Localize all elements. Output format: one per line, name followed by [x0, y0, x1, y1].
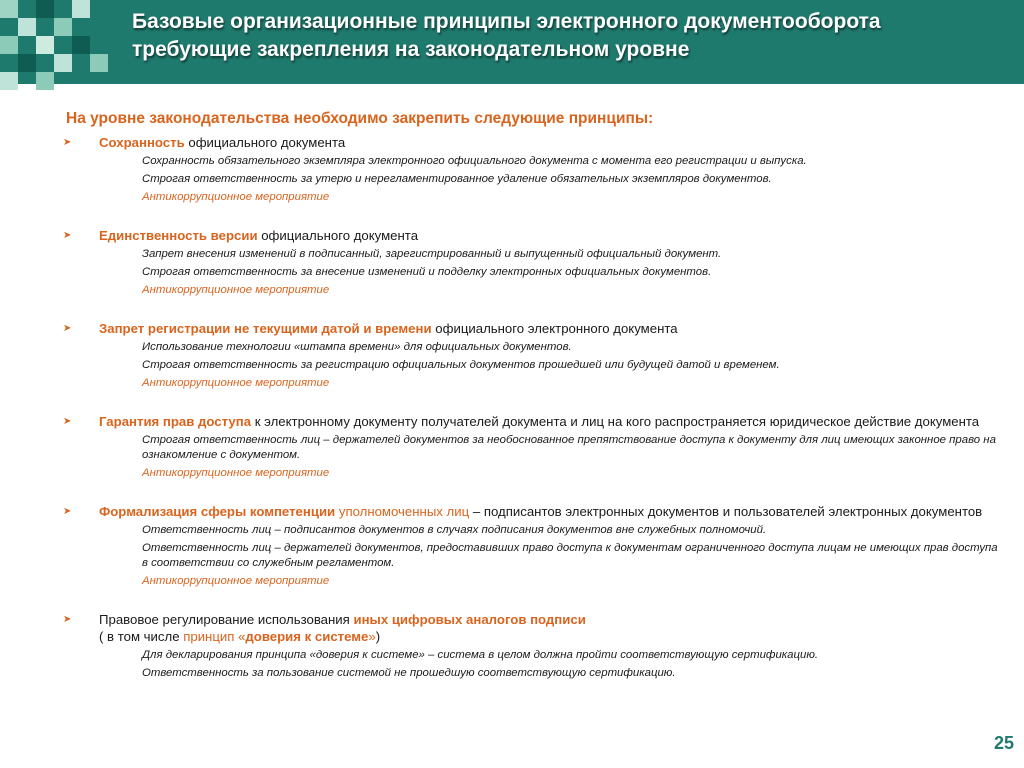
- paren-open: ( в том числе: [99, 629, 180, 644]
- anticorruption-note: Антикоррупционное мероприятие: [142, 191, 330, 203]
- principle-highlight: Запрет регистрации не текущими датой и времени: [99, 321, 432, 336]
- principle-detail: Строгая ответственность лиц – держателей документов за необоснованное препятствование доступа к документу для лиц имеющих законное право на ознакомление с документом.: [142, 434, 996, 461]
- anticorruption-note: Антикоррупционное мероприятие: [142, 575, 330, 587]
- slide-content: [63, 110, 1006, 681]
- mosaic-square: [36, 0, 54, 18]
- principle-highlight: Формализация сферы компетенции: [99, 504, 336, 519]
- principle-rest: официального документа: [188, 135, 346, 150]
- principle-detail: Использование технологии «штампа времени» для официальных документов.: [142, 341, 572, 353]
- anticorruption-note: Антикоррупционное мероприятие: [142, 284, 330, 296]
- principle-highlight: Сохранность: [99, 135, 185, 150]
- principle-detail: Ответственность лиц – подписантов документов в случаях подписания документов вне служебных полномочий.: [142, 524, 767, 536]
- page-number: 25: [993, 733, 1014, 753]
- mosaic-square: [18, 18, 36, 36]
- principle-text: [99, 227, 1006, 244]
- principle-rest: официального документа: [261, 228, 419, 243]
- mosaic-square: [0, 0, 18, 18]
- closing-quote: »: [368, 629, 376, 644]
- principle-detail: Запрет внесения изменений в подписанный, зарегистрированный и выпущенный официальный документ.: [142, 248, 722, 260]
- slide-title-line-2: требующие закрепления на законодательном уровне: [132, 38, 690, 61]
- principle-text: [99, 611, 1006, 628]
- arrow-bullet-icon: ➤: [63, 323, 72, 334]
- mosaic-square: [36, 72, 54, 90]
- principle-item: [63, 611, 1006, 681]
- principle-detail: Для декларирования принципа «доверия к системе» – система в целом должна пройти соответствующую сертификацию.: [142, 649, 819, 661]
- mosaic-square: [72, 36, 90, 54]
- paren-close: ): [375, 629, 381, 644]
- slide-header: [0, 0, 1024, 84]
- arrow-bullet-icon: ➤: [63, 416, 72, 427]
- principle-rest: – подписантов электронных документов и пользователей электронных документов: [472, 504, 983, 519]
- mosaic-square: [0, 36, 18, 54]
- principle-prefix: Правовое регулирование использования: [99, 612, 350, 627]
- anticorruption-note: Антикоррупционное мероприятие: [142, 467, 330, 479]
- mosaic-square: [18, 54, 36, 72]
- principle-detail: Ответственность за пользование системой не прошедшую соответствующую сертификацию.: [142, 667, 676, 679]
- lead-heading: На уровне законодательства необходимо закрепить следующие принципы:: [66, 110, 654, 127]
- principle-rest: к электронному документу получателей документа и лиц на кого распространяется юридическое действие документа: [254, 414, 980, 429]
- principle-item: [63, 320, 1006, 391]
- principle-text: [99, 134, 1006, 151]
- mosaic-square: [0, 72, 18, 90]
- principle-orange-text: уполномоченных лиц: [338, 504, 470, 519]
- arrow-bullet-icon: ➤: [63, 506, 72, 517]
- mosaic-square: [54, 18, 72, 36]
- slide-title: [132, 8, 1012, 64]
- principle-highlight: Единственность версии: [99, 228, 258, 243]
- anticorruption-note: Антикоррупционное мероприятие: [142, 377, 330, 389]
- principle-item: [63, 503, 1006, 589]
- principle-orange-text: принцип «: [183, 629, 246, 644]
- principle-text: [99, 320, 1006, 337]
- principle-detail: Строгая ответственность за утерю и нерегламентированное удаление обязательных экземпляров документов.: [142, 173, 772, 185]
- principle-text: [99, 413, 1006, 430]
- mosaic-square: [72, 0, 90, 18]
- principle-detail: Строгая ответственность за регистрацию официальных документов прошедшей или будущей датой и временем.: [142, 359, 780, 371]
- arrow-bullet-icon: ➤: [63, 230, 72, 241]
- principle-item: [63, 413, 1006, 481]
- principle-highlight: иных цифровых аналогов подписи: [353, 612, 586, 627]
- principle-detail: Сохранность обязательного экземпляра электронного официального документа с момента его регистрации и выпуска.: [142, 155, 807, 167]
- mosaic-square: [54, 54, 72, 72]
- principle-highlight-2: доверия к системе: [245, 629, 369, 644]
- principle-text-line-2: [99, 628, 1006, 645]
- principle-text: [99, 503, 1006, 520]
- arrow-bullet-icon: ➤: [63, 137, 72, 148]
- mosaic-square: [36, 36, 54, 54]
- principle-highlight: Гарантия прав доступа: [99, 414, 252, 429]
- principle-item: [63, 227, 1006, 298]
- slide-title-line-1: Базовые организационные принципы электронного документооборота: [132, 10, 881, 33]
- principle-item: [63, 134, 1006, 205]
- mosaic-square: [90, 54, 108, 72]
- principle-detail: Строгая ответственность за внесение изменений и подделку электронных официальных документов.: [142, 266, 712, 278]
- arrow-bullet-icon: ➤: [63, 614, 72, 625]
- principle-rest: официального электронного документа: [435, 321, 678, 336]
- principle-detail: Ответственность лиц – держателей документов, предоставивших право доступа к документам ограниченного доступа лицам не имеющих прав доступа в соответствии со служебным регламентом.: [142, 542, 998, 569]
